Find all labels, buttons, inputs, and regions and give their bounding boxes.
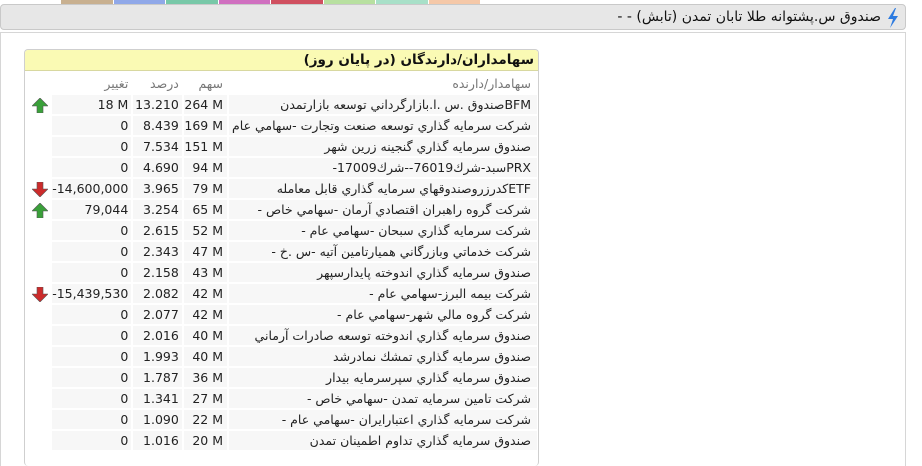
table-row[interactable] [28, 431, 537, 450]
percent-cell: 2.343 [131, 242, 182, 261]
percent-cell: 3.965 [131, 179, 182, 198]
trend-cell [28, 389, 50, 408]
change-cell: 0 [50, 389, 131, 408]
change-cell: -15,439,530 [50, 284, 131, 303]
holder-cell[interactable]: BFMصندوق .س .ا.بازارگرداني توسعه بازارتمدن [227, 95, 537, 114]
arrow-down-icon [32, 182, 48, 197]
table-row[interactable] [28, 326, 537, 345]
holder-cell[interactable]: صندوق سرمايه گذاري اندوخته پايدارسپهر [227, 263, 537, 282]
percent-cell: 4.690 [131, 158, 182, 177]
shares-cell: 151 M [182, 137, 227, 156]
arrow-up-icon [32, 203, 48, 218]
percent-cell: 2.615 [131, 221, 182, 240]
header-percent[interactable]: درصد [150, 75, 179, 91]
change-cell: 0 [50, 221, 131, 240]
holder-cell[interactable]: شركت تامين سرمايه تمدن -سهامي خاص - [227, 389, 537, 408]
holder-cell[interactable]: صندوق سرمايه گذاري تمشك نمادرشد [227, 347, 537, 366]
table-row[interactable] [28, 284, 537, 303]
table-row[interactable] [28, 137, 537, 156]
panel-title: سهامداران/دارندگان (در پایان روز) [25, 50, 538, 71]
shares-cell: 42 M [182, 284, 227, 303]
percent-cell: 1.090 [131, 410, 182, 429]
percent-cell: 1.993 [131, 347, 182, 366]
shares-cell: 264 M [182, 95, 227, 114]
change-cell: 0 [50, 305, 131, 324]
holder-cell[interactable]: صندوق سرمايه گذاري تداوم اطمينان تمدن [227, 431, 537, 450]
title-bar [0, 4, 906, 30]
trend-cell [28, 305, 50, 324]
shares-cell: 47 M [182, 242, 227, 261]
change-cell: 0 [50, 410, 131, 429]
change-cell: -14,600,000 [50, 179, 131, 198]
arrow-down-icon [32, 287, 48, 302]
change-cell: 0 [50, 158, 131, 177]
shares-cell: 42 M [182, 305, 227, 324]
table-row[interactable] [28, 95, 537, 114]
trend-cell [28, 431, 50, 450]
change-cell: 0 [50, 242, 131, 261]
percent-cell: 1.016 [131, 431, 182, 450]
shares-cell: 65 M [182, 200, 227, 219]
shares-cell: 79 M [182, 179, 227, 198]
arrow-up-icon [32, 98, 48, 113]
percent-cell: 7.534 [131, 137, 182, 156]
holder-cell[interactable]: شركت سرمايه گذاري اعتبارايران -سهامي عام - [227, 410, 537, 429]
percent-cell: 2.016 [131, 326, 182, 345]
shares-cell: 40 M [182, 326, 227, 345]
percent-cell: 1.341 [131, 389, 182, 408]
trend-cell [28, 158, 50, 177]
shares-cell: 22 M [182, 410, 227, 429]
percent-cell: 13.210 [131, 95, 182, 114]
table-row[interactable] [28, 179, 537, 198]
table-row[interactable] [28, 368, 537, 387]
shares-cell: 20 M [182, 431, 227, 450]
table-row[interactable] [28, 347, 537, 366]
trend-cell [28, 116, 50, 135]
shares-cell: 94 M [182, 158, 227, 177]
change-cell: 0 [50, 347, 131, 366]
shareholders-panel [24, 49, 539, 466]
holder-cell[interactable]: PRXسبد-شرك76019--شرك17009- [227, 158, 537, 177]
table-row[interactable] [28, 116, 537, 135]
table-row[interactable] [28, 389, 537, 408]
header-shares[interactable]: سهم [198, 75, 224, 91]
table-row[interactable] [28, 263, 537, 282]
holder-cell[interactable]: صندوق سرمايه گذاري گنجينه زرين شهر [227, 137, 537, 156]
percent-cell: 2.082 [131, 284, 182, 303]
percent-cell: 3.254 [131, 200, 182, 219]
change-cell: 79,044 [50, 200, 131, 219]
trend-cell [28, 242, 50, 261]
change-cell: 18 M [50, 95, 131, 114]
shares-cell: 27 M [182, 389, 227, 408]
percent-cell: 1.787 [131, 368, 182, 387]
change-cell: 0 [50, 326, 131, 345]
trend-cell [28, 179, 50, 198]
holder-cell[interactable]: شركت سرمايه گذاري توسعه صنعت وتجارت -سهامي عام [227, 116, 537, 135]
change-cell: 0 [50, 116, 131, 135]
table-row[interactable] [28, 158, 537, 177]
table-row[interactable] [28, 305, 537, 324]
table-row[interactable] [28, 242, 537, 261]
holder-cell[interactable]: شركت گروه راهبران اقتصادي آرمان -سهامي خاص - [227, 200, 537, 219]
table-row[interactable] [28, 200, 537, 219]
change-cell: 0 [50, 263, 131, 282]
trend-cell [28, 263, 50, 282]
change-cell: 0 [50, 431, 131, 450]
trend-cell [28, 410, 50, 429]
header-trend [28, 73, 50, 93]
trend-cell [28, 95, 50, 114]
holder-cell[interactable]: ETFكدرزروصندوقهاي سرمايه گذاري قابل معامله [227, 179, 537, 198]
page-title: صندوق س.پشتوانه طلا تابان تمدن (تابش) - - [617, 9, 881, 25]
holder-cell[interactable]: شركت گروه مالي شهر-سهامي عام - [227, 305, 537, 324]
table-header-row [28, 73, 537, 93]
holder-cell[interactable]: شركت بيمه البرز-سهامي عام - [227, 284, 537, 303]
bolt-icon[interactable] [886, 8, 900, 28]
shares-cell: 169 M [182, 116, 227, 135]
trend-cell [28, 137, 50, 156]
percent-cell: 2.077 [131, 305, 182, 324]
holder-cell[interactable]: شركت خدماتي وبازرگاني هميارتامين آتيه -س .خ - [227, 242, 537, 261]
trend-cell [28, 368, 50, 387]
percent-cell: 8.439 [131, 116, 182, 135]
table-row[interactable] [28, 221, 537, 240]
shares-cell: 40 M [182, 347, 227, 366]
trend-cell [28, 284, 50, 303]
holder-cell[interactable]: شركت سرمايه گذاري سبحان -سهامي عام - [227, 221, 537, 240]
trend-cell [28, 347, 50, 366]
holder-cell[interactable]: صندوق سرمايه گذاري اندوخته توسعه صادرات آرماني [227, 326, 537, 345]
shares-cell: 43 M [182, 263, 227, 282]
header-change[interactable]: تغییر [104, 75, 129, 91]
holder-cell[interactable]: صندوق سرمايه گذاري سپرسرمايه بيدار [227, 368, 537, 387]
shares-cell: 36 M [182, 368, 227, 387]
trend-cell [28, 326, 50, 345]
percent-cell: 2.158 [131, 263, 182, 282]
shareholders-table [28, 71, 537, 452]
trend-cell [28, 200, 50, 219]
header-holder[interactable]: سهامدار/دارنده [452, 75, 531, 91]
change-cell: 0 [50, 137, 131, 156]
shares-cell: 52 M [182, 221, 227, 240]
table-row[interactable] [28, 410, 537, 429]
trend-cell [28, 221, 50, 240]
change-cell: 0 [50, 368, 131, 387]
